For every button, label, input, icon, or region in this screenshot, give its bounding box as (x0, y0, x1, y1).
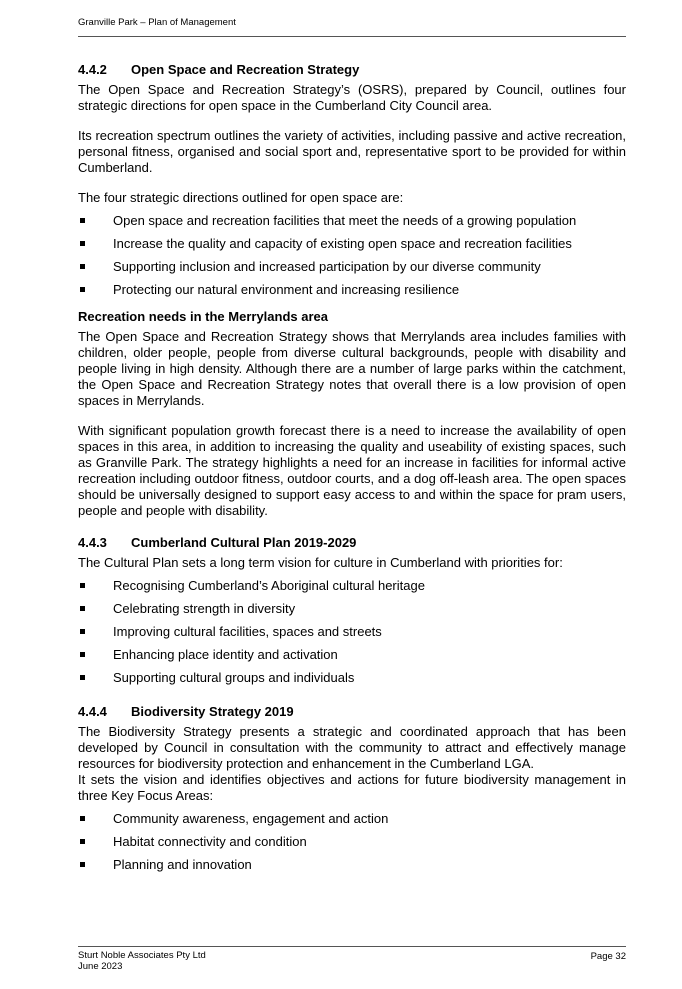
list-item (78, 811, 626, 827)
list-item-text: Community awareness, engagement and action (113, 811, 389, 826)
list-item (78, 236, 626, 252)
list-item (78, 647, 626, 663)
paragraph: The Open Space and Recreation Strategy’s (OSRS), prepared by Council, outlines four strategic directions for open space in the Cumberland City Council area. (78, 82, 626, 113)
section-number: 4.4.3 (78, 535, 107, 550)
page-content (78, 62, 626, 880)
list-item (78, 578, 626, 594)
list-item (78, 624, 626, 640)
list-item-text: Celebrating strength in diversity (113, 601, 296, 616)
footer-company: Sturt Noble Associates Pty Ltd (78, 950, 206, 961)
section-title: Open Space and Recreation Strategy (131, 62, 360, 77)
page-number: Page 32 (590, 951, 626, 962)
list-item (78, 670, 626, 686)
bullet-icon (80, 629, 85, 634)
list-item (78, 213, 626, 229)
list-item-text: Improving cultural facilities, spaces and streets (113, 624, 382, 639)
section-heading-4-4-4 (78, 704, 626, 720)
list-item-text: Open space and recreation facilities that meet the needs of a growing population (113, 213, 577, 228)
bullet-icon (80, 583, 85, 588)
list-item-text: Recognising Cumberland’s Aboriginal cultural heritage (113, 578, 425, 593)
bullet-list (78, 811, 626, 873)
footer-date: June 2023 (78, 961, 123, 972)
paragraph: The Biodiversity Strategy presents a strategic and coordinated approach that has been developed by Council in consultation with the community to attract and effectively manage resources for biodiversity protection and enhancement in the Cumberland LGA. (78, 724, 626, 771)
list-item-text: Supporting cultural groups and individuals (113, 670, 355, 685)
section-title: Biodiversity Strategy 2019 (131, 704, 294, 719)
list-item-text: Enhancing place identity and activation (113, 647, 338, 662)
section-title: Cumberland Cultural Plan 2019-2029 (131, 535, 357, 550)
bullet-icon (80, 264, 85, 269)
list-item-text: Supporting inclusion and increased participation by our diverse community (113, 259, 541, 274)
paragraph: It sets the vision and identifies objectives and actions for future biodiversity management in three Key Focus Areas: (78, 772, 626, 803)
list-item-text: Habitat connectivity and condition (113, 834, 307, 849)
page-header (78, 14, 626, 37)
section-heading-4-4-2 (78, 62, 626, 78)
bullet-icon (80, 862, 85, 867)
bullet-icon (80, 652, 85, 657)
bullet-icon (80, 816, 85, 821)
list-item (78, 601, 626, 617)
bullet-icon (80, 218, 85, 223)
bullet-icon (80, 839, 85, 844)
paragraph: The Open Space and Recreation Strategy shows that Merrylands area includes families with children, older people, people from diverse cultural backgrounds, people with disability and people living in high density. Although there are a number of large parks within the catchment, the Open Space and Recreation Strategy notes that overall there is a low provision of open spaces in Merrylands. (78, 329, 626, 408)
section-number: 4.4.2 (78, 62, 107, 77)
list-item-text: Planning and innovation (113, 857, 252, 872)
section-number: 4.4.4 (78, 704, 107, 719)
bullet-list (78, 578, 626, 686)
list-item-text: Increase the quality and capacity of existing open space and recreation facilities (113, 236, 572, 251)
page-footer (78, 946, 626, 972)
list-item (78, 282, 626, 298)
list-item-text: Protecting our natural environment and increasing resilience (113, 282, 460, 297)
subheading-merrylands: Recreation needs in the Merrylands area (78, 309, 328, 324)
paragraph: Its recreation spectrum outlines the variety of activities, including passive and active recreation, personal fitness, organised and social sport and, representative sport to be provided for within Cumberland. (78, 128, 626, 175)
paragraph: The Cultural Plan sets a long term vision for culture in Cumberland with priorities for: (78, 555, 563, 570)
bullet-icon (80, 241, 85, 246)
list-item (78, 834, 626, 850)
bullet-icon (80, 675, 85, 680)
section-heading-4-4-3 (78, 535, 626, 551)
paragraph: The four strategic directions outlined for open space are: (78, 190, 404, 205)
header-title: Granville Park – Plan of Management (78, 17, 236, 28)
paragraph: With significant population growth forecast there is a need to increase the availability of open spaces in this area, in addition to increasing the quality and useability of existing spaces, such as Granville Park. The strategy highlights a need for an increase in facilities for informal active recreation including outdoor fitness, outdoor courts, and a dog off-leash area. The open spaces should be universally designed to support easy access to and within the space for pram users, people and people with disability. (78, 423, 626, 518)
bullet-list (78, 213, 626, 298)
bullet-icon (80, 606, 85, 611)
list-item (78, 259, 626, 275)
list-item (78, 857, 626, 873)
bullet-icon (80, 287, 85, 292)
